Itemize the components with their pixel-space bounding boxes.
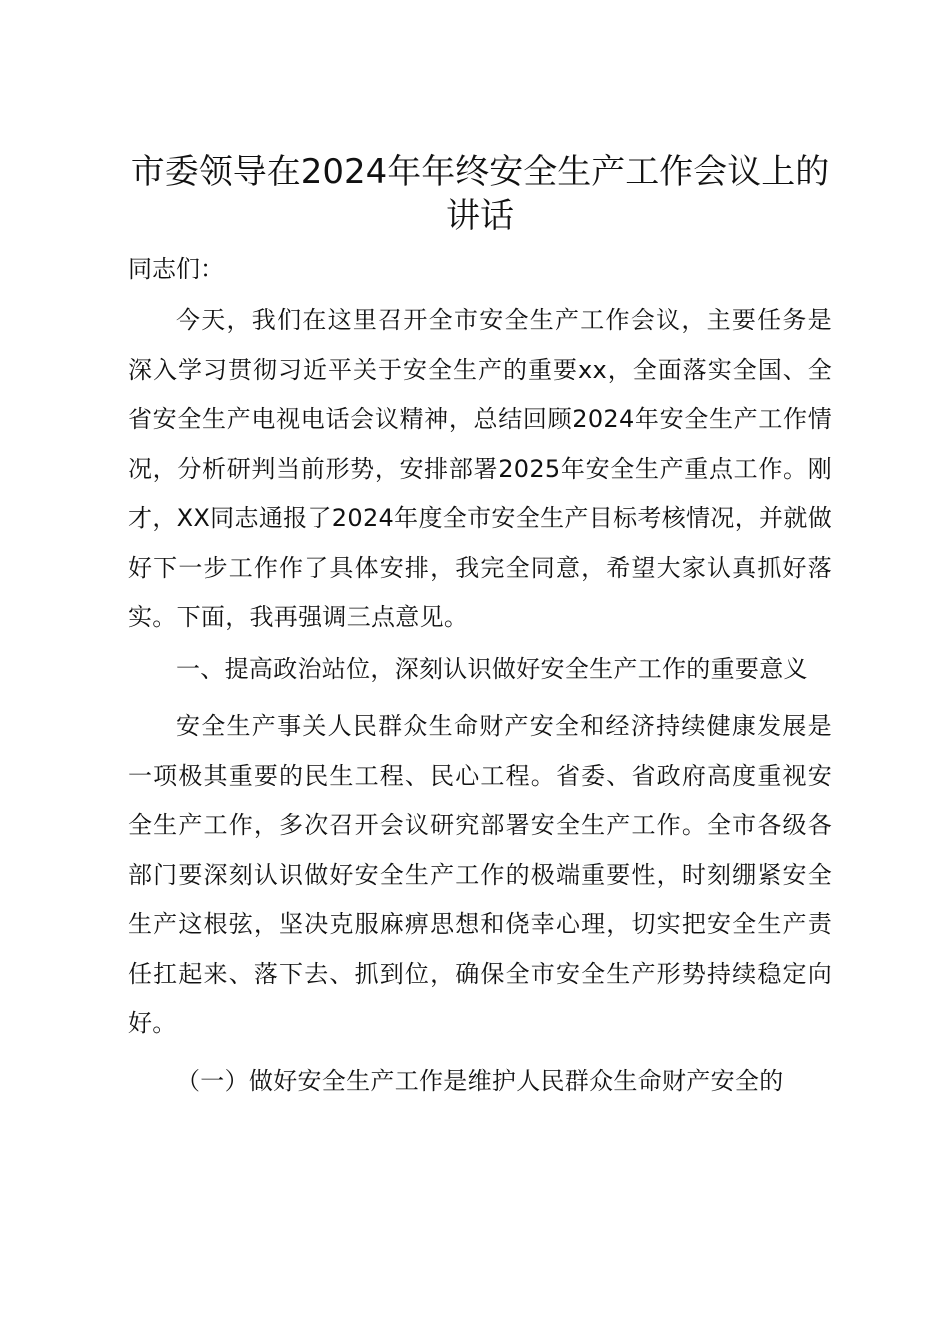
section-heading-1: 一、提高政治站位，深刻认识做好安全生产工作的重要意义: [176, 654, 808, 683]
document-body: [128, 150, 832, 1106]
document-title: 市委领导在2024年年终安全生产工作会议上的讲话: [130, 152, 830, 236]
section-1-paragraph: 安全生产事关人民群众生命财产安全和经济持续健康发展是一项极其重要的民生工程、民心工程。省委、省政府高度重视安全生产工作，多次召开会议研究部署安全生产工作。全市各级各部门要深刻认识做好安全生产工作的极端重要性，时刻绷紧安全生产这根弦，坚决克服麻痹思想和侥幸心理，切实把安全生产责任扛起来、落下去、抓到位，确保全市安全生产形势持续稳定向好。: [128, 712, 832, 1037]
salutation: 同志们：: [128, 255, 224, 283]
opening-paragraph: 今天，我们在这里召开全市安全生产工作会议，主要任务是深入学习贯彻习近平关于安全生产的重要xx，全面落实全国、全省安全生产电视电话会议精神，总结回顾2024年安全生产工作情况，分析研判当前形势，安排部署2025年安全生产重点工作。刚才，XX同志通报了2024年度全市安全生产目标考核情况，并就做好下一步工作作了具体安排，我完全同意，希望大家认真抓好落实。下面，我再强调三点意见。: [128, 306, 832, 631]
subsection-heading-1: （一）做好安全生产工作是维护人民群众生命财产安全的: [176, 1066, 784, 1095]
